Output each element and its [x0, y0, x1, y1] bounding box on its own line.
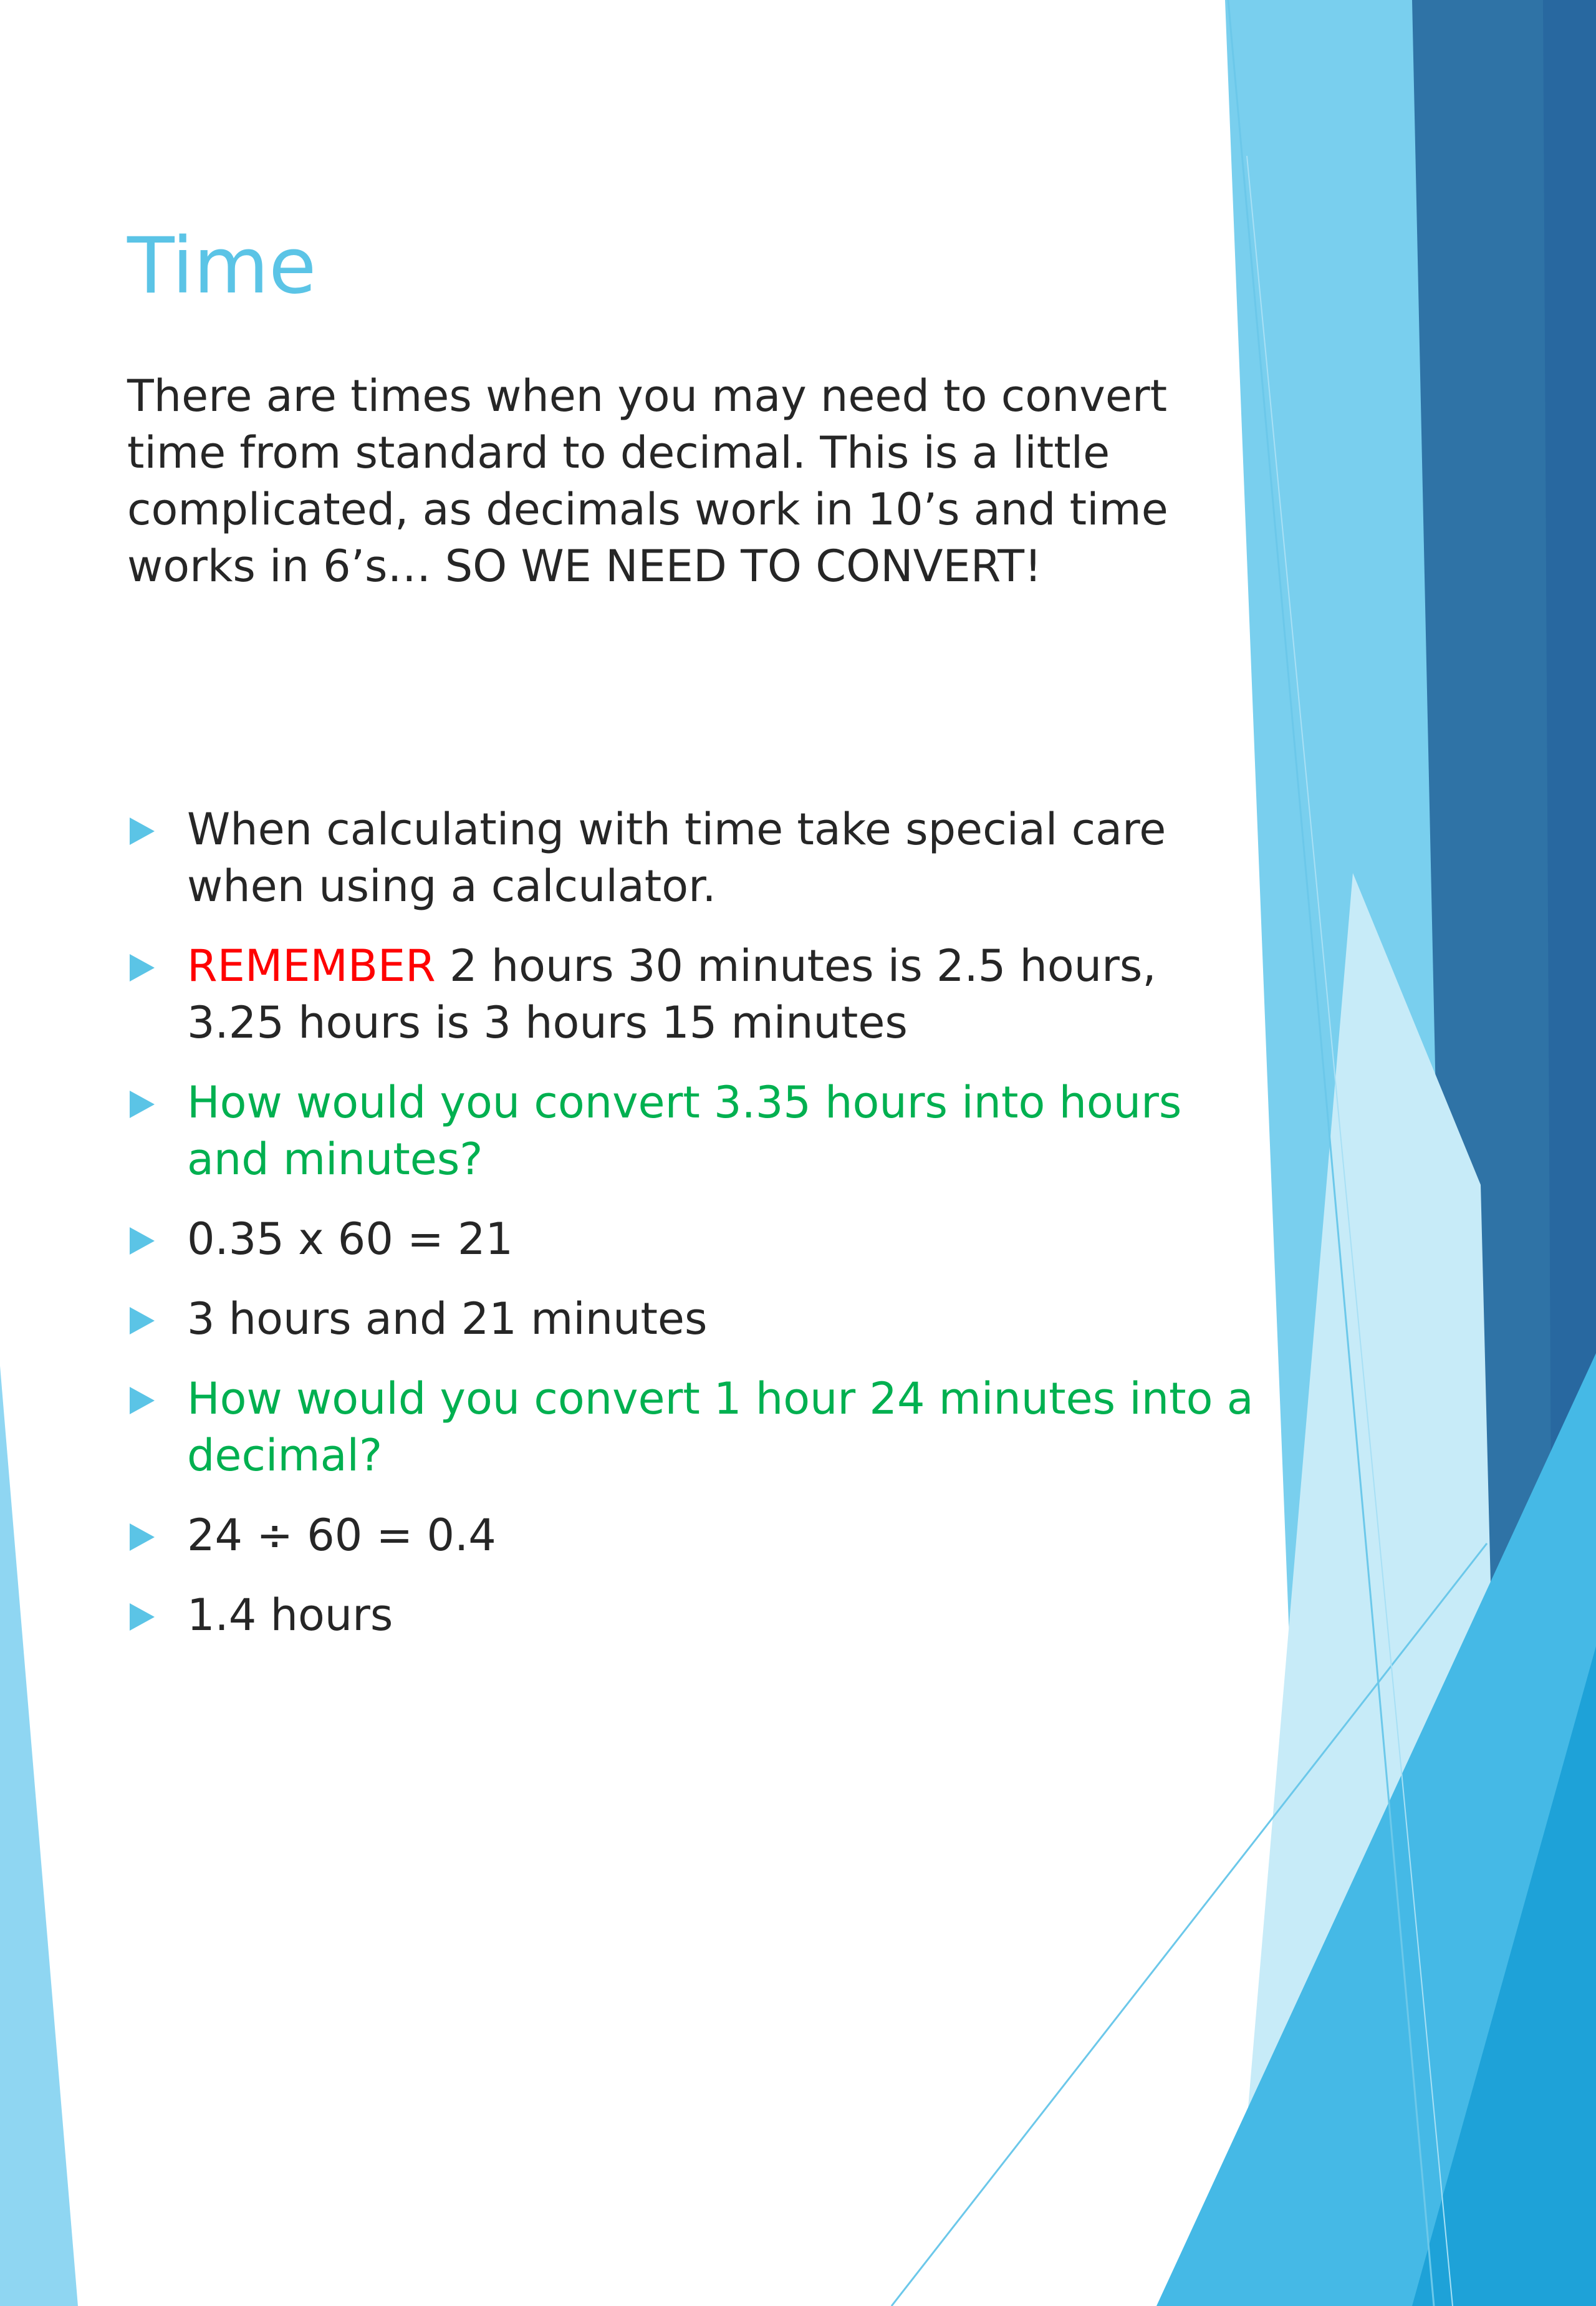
- triangle-bullet-icon: [130, 1307, 155, 1334]
- triangle-bullet-icon: [130, 1387, 155, 1414]
- remember-highlight: REMEMBER: [187, 940, 436, 991]
- bullet-text: 1.4 hours: [187, 1590, 393, 1641]
- slide-title: Time: [127, 221, 317, 311]
- bullet-text: When calculating with time take special care when using a calculator.: [187, 804, 1166, 912]
- bullet-text: 3 hours and 21 minutes: [187, 1293, 708, 1344]
- bullet-item: [127, 1507, 1262, 1564]
- bullet-text: 2 hours 30 minutes is 2.5 hours, 3.25 hours is 3 hours 15 minutes: [187, 940, 1156, 1048]
- intro-paragraph: There are times when you may need to convert time from standard to decimal. This is a little complicated, as decimals work in 10’s and time works in 6’s… SO WE NEED TO CONVERT!: [127, 370, 1168, 592]
- bullet-list: [127, 801, 1262, 1667]
- triangle-bullet-icon: [130, 1227, 155, 1255]
- bullet-text: 0.35 x 60 = 21: [187, 1213, 514, 1265]
- bullet-item: [127, 938, 1262, 1051]
- triangle-bullet-icon: [130, 818, 155, 845]
- left-edge-shape: [0, 1366, 78, 2306]
- triangle-bullet-icon: [130, 1603, 155, 1631]
- bullet-item: [127, 1211, 1262, 1268]
- triangle-bullet-icon: [130, 1523, 155, 1551]
- bullet-item: [127, 801, 1262, 915]
- bullet-item-question: [127, 1371, 1262, 1484]
- bullet-text: How would you convert 1 hour 24 minutes into a decimal?: [187, 1373, 1254, 1481]
- bullet-item: [127, 1291, 1262, 1348]
- bullet-item-question: [127, 1074, 1262, 1188]
- triangle-bullet-icon: [130, 954, 155, 982]
- bullet-item: [127, 1587, 1262, 1644]
- bullet-text: How would you convert 3.35 hours into hours and minutes?: [187, 1077, 1182, 1185]
- triangle-bullet-icon: [130, 1091, 155, 1118]
- bullet-text: 24 ÷ 60 = 0.4: [187, 1510, 496, 1561]
